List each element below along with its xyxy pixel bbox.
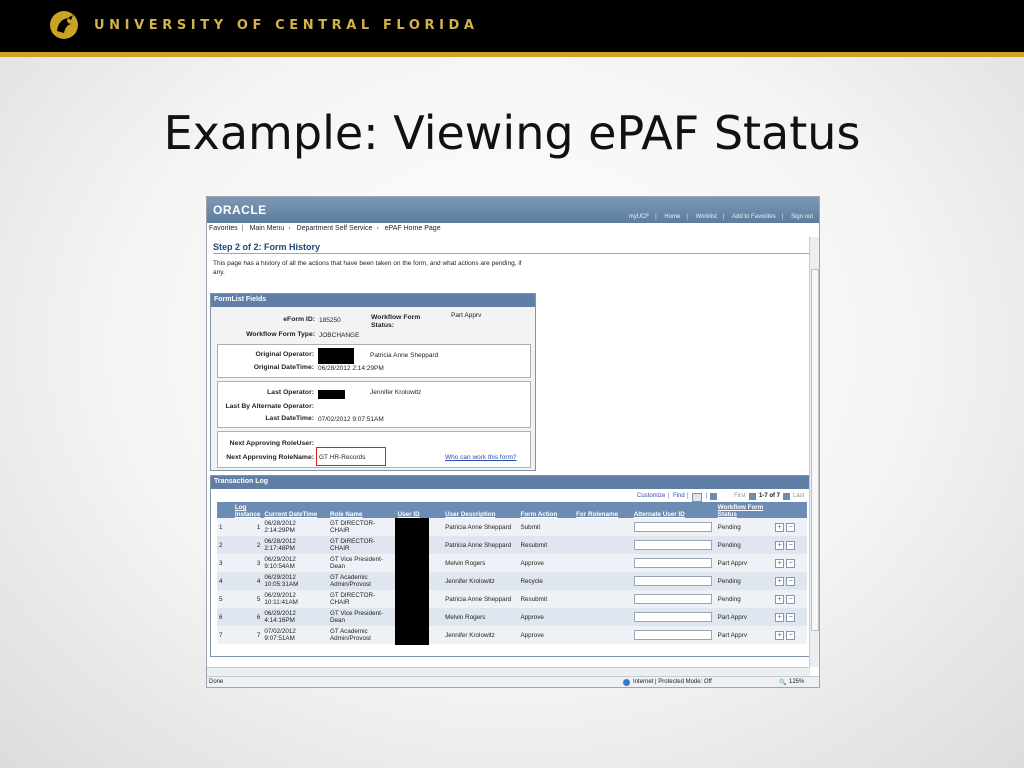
for-rolename [574,590,632,608]
grid-nav: Customize | Find | | First 1-7 of 7 Last [211,493,811,502]
alternate-user-id [632,572,716,590]
current-datetime: 06/28/2012 2:17:48PM [262,536,328,554]
form-action: Approve [518,554,574,572]
log-instance: 3 [233,554,263,572]
workflow-form-status: Part Apprv [716,554,774,572]
row-number: 4 [217,572,233,590]
role-name: GT DIRECTOR- CHAIR [328,590,396,608]
last-alt-operator-label: Last By Alternate Operator: [225,403,314,410]
add-row-icon[interactable]: + [775,577,784,586]
redacted-user-id [395,572,429,591]
user-id [396,590,444,608]
first-link[interactable]: First [734,493,746,499]
row-number: 6 [217,608,233,626]
globe-icon [623,679,630,686]
delete-row-icon[interactable]: − [786,523,795,532]
scroll-thumb[interactable] [811,269,819,631]
row-actions [773,608,807,626]
next-role-name-label: Next Approving RoleName: [226,454,314,461]
workflow-type-label: Workflow Form Type: [246,331,315,338]
current-datetime: 06/29/2012 10:11:41AM [262,590,328,608]
eform-id-label: eForm ID: [283,316,315,323]
who-can-work-link[interactable]: Who can work this form? [445,454,517,461]
transaction-table [217,502,807,644]
alternate-user-id [632,554,716,572]
page-title: Step 2 of 2: Form History [213,242,321,252]
table-row [217,554,807,572]
link-worklist[interactable]: Worklist [695,214,717,220]
transaction-log-panel [210,475,812,657]
delete-row-icon[interactable]: − [786,631,795,640]
delete-row-icon[interactable]: − [786,577,795,586]
current-datetime: 06/29/2012 9:10:54AM [262,554,328,572]
alternate-user-id [632,608,716,626]
oracle-header [207,197,819,223]
log-instance: 2 [233,536,263,554]
add-row-icon[interactable]: + [775,523,784,532]
link-add-favorites[interactable]: Add to Favorites [732,214,776,220]
user-description: Patricia Anne Sheppard [443,536,518,554]
redacted-user-id [395,554,429,573]
delete-row-icon[interactable]: − [786,613,795,622]
row-actions [773,572,807,590]
table-row [217,590,807,608]
intro-text: This page has a history of all the actions that have been taken on the form, and what actions are pending, if any. [213,260,522,276]
workflow-form-status: Pending [716,518,774,536]
last-operator-name: Jennifer Krolowitz [370,389,422,396]
alternate-user-id [632,626,716,644]
add-row-icon[interactable]: + [775,631,784,640]
form-action: Resubmit [518,590,574,608]
original-datetime-label: Original DateTime: [253,364,314,371]
horizontal-scrollbar[interactable] [207,667,810,676]
form-action: Submit [518,518,574,536]
form-action: Recycle [518,572,574,590]
alternate-user-id-input[interactable] [634,540,712,550]
add-row-icon[interactable]: + [775,613,784,622]
top-links: myUCF | Home | Worklist | Add to Favorites | Sign out [628,214,813,220]
view-all-icon[interactable] [692,493,702,502]
log-instance: 5 [233,590,263,608]
add-row-icon[interactable]: + [775,559,784,568]
last-operator-label: Last Operator: [267,389,314,396]
row-actions [773,518,807,536]
alternate-user-id [632,518,716,536]
redacted-user-id [395,626,429,645]
row-actions [773,536,807,554]
user-id [396,518,444,536]
row-range: 1-7 of 7 [759,493,781,499]
current-datetime: 06/28/2012 2:14:29PM [262,518,328,536]
alternate-user-id-input[interactable] [634,630,712,640]
log-instance: 4 [233,572,263,590]
alternate-user-id [632,590,716,608]
last-datetime-value: 07/02/2012 9:07:51AM [318,416,384,423]
log-instance: 1 [233,518,263,536]
user-description: Patricia Anne Sheppard [443,590,518,608]
table-row [217,518,807,536]
for-rolename [574,554,632,572]
original-operator-label: Original Operator: [255,351,314,358]
workflow-form-status: Pending [716,536,774,554]
delete-row-icon[interactable]: − [786,559,795,568]
table-row [217,608,807,626]
current-datetime: 06/29/2012 4:14:16PM [262,608,328,626]
col-current-datetime[interactable]: Current DateTime [262,502,328,518]
col-alternate-user-id[interactable]: Alternate User ID [632,502,716,518]
formlist-panel [210,293,536,471]
redacted-user-id [395,590,429,609]
row-actions [773,626,807,644]
row-number: 1 [217,518,233,536]
status-done: Done [209,679,224,685]
user-description: Patricia Anne Sheppard [443,518,518,536]
find-link[interactable]: Find [673,493,685,499]
alternate-user-id-input[interactable] [634,558,712,568]
gold-divider [0,52,1024,57]
row-actions [773,590,807,608]
add-row-icon[interactable]: + [775,595,784,604]
col-role-name[interactable]: Role Name [328,502,396,518]
row-number: 2 [217,536,233,554]
redacted-user-id [395,518,429,537]
col-for-rolename[interactable]: For Rolename [574,502,632,518]
link-home[interactable]: Home [664,214,681,220]
user-description: Jennifer Krolowitz [443,626,518,644]
last-operator-group [217,381,531,428]
alternate-user-id-input[interactable] [634,612,712,622]
oracle-logo: ORACLE [213,203,267,217]
last-link[interactable]: Last [793,493,805,499]
log-instance: 7 [233,626,263,644]
role-name: GT DIRECTOR- CHAIR [328,518,396,536]
workflow-form-status: Pending [716,590,774,608]
for-rolename [574,572,632,590]
workflow-form-status: Pending [716,572,774,590]
next-arrow-icon[interactable] [783,493,790,500]
current-datetime: 06/29/2012 10:05:31AM [262,572,328,590]
browser-status-bar [207,676,819,688]
workflow-status-value: Part Apprv [451,312,482,319]
crumb-epaf-home[interactable]: ePAF Home Page [384,225,441,232]
user-description: Melvin Rogers [443,554,518,572]
redacted-user-id [318,348,354,364]
row-actions [773,554,807,572]
prev-arrow-icon[interactable] [749,493,756,500]
link-sign-out[interactable]: Sign out [790,214,813,220]
user-description: Melvin Rogers [443,608,518,626]
for-rolename [574,518,632,536]
zoom-level[interactable]: 125% [789,679,805,685]
download-icon[interactable] [710,493,717,500]
delete-row-icon[interactable]: − [786,541,795,550]
col-user-description[interactable]: User Description [443,502,518,518]
crumb-main-menu[interactable]: Main Menu [249,225,285,232]
user-id [396,626,444,644]
title-divider [213,253,811,254]
table-row [217,572,807,590]
next-role-name-value: GT HR-Records [319,454,366,461]
redacted-user-id [395,608,429,627]
col-user-id[interactable]: User ID [396,502,444,518]
alternate-user-id [632,536,716,554]
for-rolename [574,536,632,554]
status-zone: Internet | Protected Mode: Off [633,679,712,685]
workflow-status-label: Workflow Form Status: [371,314,421,329]
original-operator-group [217,344,531,378]
col-log-instance[interactable]: Log Instance [234,504,261,518]
workflow-type-value: JOBCHANGE [319,332,360,339]
col-workflow-form-status[interactable]: Workflow Form Status [716,502,774,518]
original-operator-name: Patricia Anne Sheppard [370,352,439,359]
table-row [217,626,807,644]
user-id [396,572,444,590]
formlist-header: FormList Fields [211,294,535,307]
university-name: UNIVERSITY OF CENTRAL FLORIDA [94,18,479,33]
delete-row-icon[interactable]: − [786,595,795,604]
workflow-form-status: Part Apprv [716,608,774,626]
alternate-user-id-input[interactable] [634,522,712,532]
role-name: GT DIRECTOR- CHAIR [328,536,396,554]
form-action: Approve [518,608,574,626]
crumb-dept-self-service[interactable]: Department Self Service [296,225,373,232]
col-form-action[interactable]: Form Action [518,502,574,518]
for-rolename [574,608,632,626]
role-name: GT Academic Admin/Provost [328,626,396,644]
pegasus-logo-icon [48,9,80,41]
slide-title: Example: Viewing ePAF Status [163,106,861,160]
form-action: Resubmit [518,536,574,554]
breadcrumb: Favorites | Main Menu › Department Self Service › ePAF Home Page [209,225,441,232]
epaf-screenshot [206,196,820,688]
vertical-scrollbar[interactable] [809,237,819,667]
current-datetime: 07/02/2012 9:07:51AM [262,626,328,644]
user-id [396,608,444,626]
alternate-user-id-input[interactable] [634,594,712,604]
ucf-header-bar [0,0,1024,52]
zoom-icon[interactable]: 🔍 [779,680,787,686]
redacted-user-id [395,536,429,555]
last-datetime-label: Last DateTime: [265,415,314,422]
workflow-form-status: Part Apprv [716,626,774,644]
redacted-user-id [318,390,345,399]
for-rolename [574,626,632,644]
transaction-log-header: Transaction Log [211,476,811,489]
user-id [396,554,444,572]
customize-link[interactable]: Customize [637,493,666,499]
next-role-user-label: Next Approving RoleUser: [229,440,314,447]
user-description: Jennifer Krolowitz [443,572,518,590]
role-name: GT Vice President- Dean [328,554,396,572]
role-name: GT Vice President- Dean [328,608,396,626]
row-number: 3 [217,554,233,572]
user-id [396,536,444,554]
role-name: GT Academic Admin/Provost [328,572,396,590]
row-number: 5 [217,590,233,608]
alternate-user-id-input[interactable] [634,576,712,586]
eform-id-value: 185250 [319,317,341,324]
table-row [217,536,807,554]
log-instance: 6 [233,608,263,626]
add-row-icon[interactable]: + [775,541,784,550]
crumb-favorites[interactable]: Favorites [209,225,238,232]
form-action: Approve [518,626,574,644]
link-myucf[interactable]: myUCF [628,214,650,220]
next-approver-group [217,431,531,468]
original-datetime-value: 06/28/2012 2:14:29PM [318,365,384,372]
row-number: 7 [217,626,233,644]
